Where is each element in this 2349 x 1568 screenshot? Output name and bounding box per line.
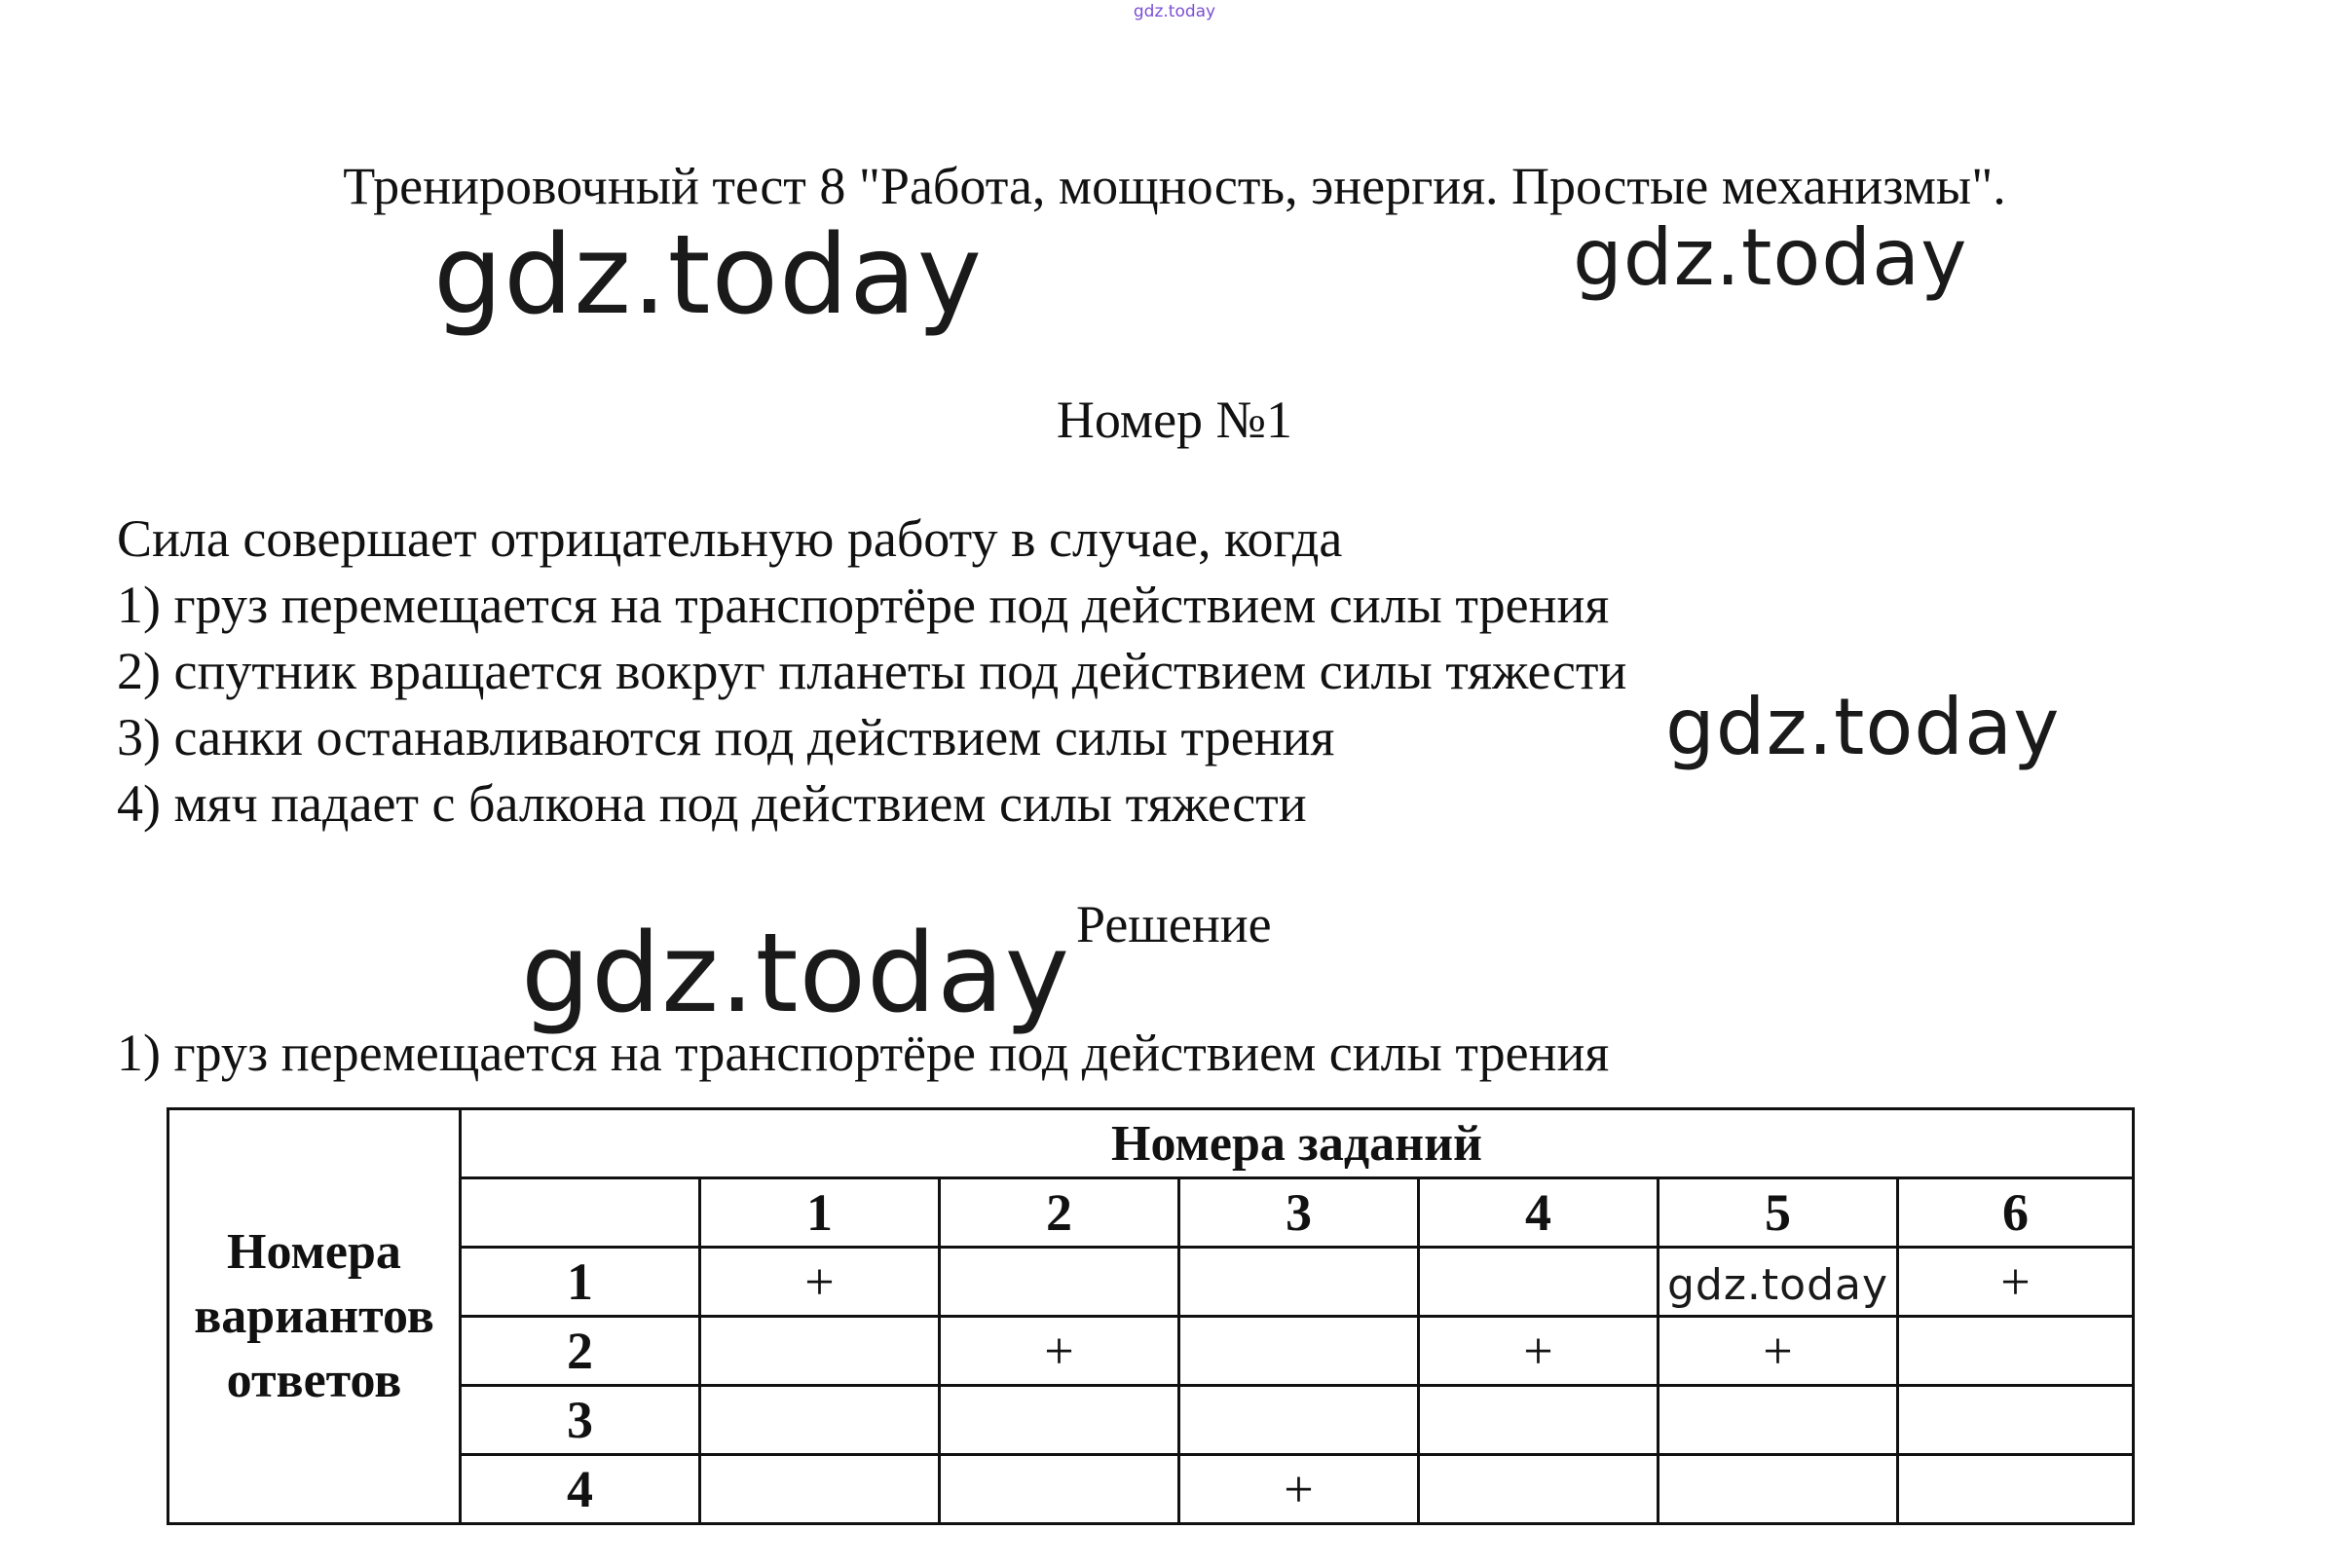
number-heading: Номер №1 — [1056, 391, 1293, 449]
mark-cell — [700, 1317, 940, 1386]
question-text: Сила совершает отрицательную работу в случае, когда — [117, 509, 1343, 568]
solution-heading: Решение — [1076, 895, 1272, 953]
row-header: Номера вариантов ответов — [168, 1109, 461, 1524]
mark-cell — [1898, 1455, 2134, 1524]
mark-cell — [1419, 1248, 1659, 1317]
question-option: 3) санки останавливаются под действием силы трения — [117, 708, 1335, 766]
mark-cell — [1419, 1386, 1659, 1455]
mark-cell: + — [1659, 1317, 1898, 1386]
mark-cell: + — [1179, 1455, 1419, 1524]
mark-cell — [700, 1455, 940, 1524]
task-number: 4 — [1419, 1178, 1659, 1248]
table-row — [168, 1248, 2134, 1317]
task-number: 5 — [1659, 1178, 1898, 1248]
task-number: 2 — [940, 1178, 1179, 1248]
mark-cell — [1419, 1455, 1659, 1524]
solution-answer: 1) груз перемещается на транспортёре под действием силы трения — [117, 1024, 1610, 1082]
table-row — [168, 1178, 2134, 1248]
question-option: 1) груз перемещается на транспортёре под действием силы трения — [117, 576, 1610, 634]
variant-number: 3 — [461, 1386, 700, 1455]
mark-cell — [1179, 1386, 1419, 1455]
mark-cell — [1898, 1317, 2134, 1386]
mark-cell: + — [700, 1248, 940, 1317]
question-option: 2) спутник вращается вокруг планеты под действием силы тяжести — [117, 642, 1627, 700]
table-cell — [461, 1178, 700, 1248]
watermark: gdz.today — [1573, 212, 1968, 303]
mark-cell — [940, 1386, 1179, 1455]
watermark: gdz.today — [1666, 1260, 1889, 1310]
answer-table — [167, 1107, 2135, 1525]
task-number: 6 — [1898, 1178, 2134, 1248]
column-header: Номера заданий — [461, 1109, 2134, 1178]
test-title: Тренировочный тест 8 "Работа, мощность, энергия. Простые механизмы". — [343, 157, 2006, 215]
table-row — [168, 1455, 2134, 1524]
question-option: 4) мяч падает с балкона под действием силы тяжести — [117, 774, 1307, 833]
mark-cell — [1179, 1248, 1419, 1317]
task-number: 3 — [1179, 1178, 1419, 1248]
watermark: gdz.today — [1665, 682, 2061, 772]
mark-cell — [1659, 1248, 1898, 1317]
table-row — [168, 1386, 2134, 1455]
watermark: gdz.today — [433, 212, 984, 339]
mark-cell — [940, 1248, 1179, 1317]
watermark: gdz.today — [521, 911, 1071, 1037]
top-watermark: gdz.today — [1133, 2, 1216, 21]
mark-cell — [1179, 1317, 1419, 1386]
mark-cell: + — [940, 1317, 1179, 1386]
table-row — [168, 1317, 2134, 1386]
mark-cell — [940, 1455, 1179, 1524]
mark-cell: + — [1419, 1317, 1659, 1386]
mark-cell — [1659, 1455, 1898, 1524]
mark-cell — [1898, 1386, 2134, 1455]
task-number: 1 — [700, 1178, 940, 1248]
mark-cell — [700, 1386, 940, 1455]
table-row — [168, 1109, 2134, 1178]
variant-number: 4 — [461, 1455, 700, 1524]
mark-cell: + — [1898, 1248, 2134, 1317]
variant-number: 2 — [461, 1317, 700, 1386]
variant-number: 1 — [461, 1248, 700, 1317]
mark-cell — [1659, 1386, 1898, 1455]
